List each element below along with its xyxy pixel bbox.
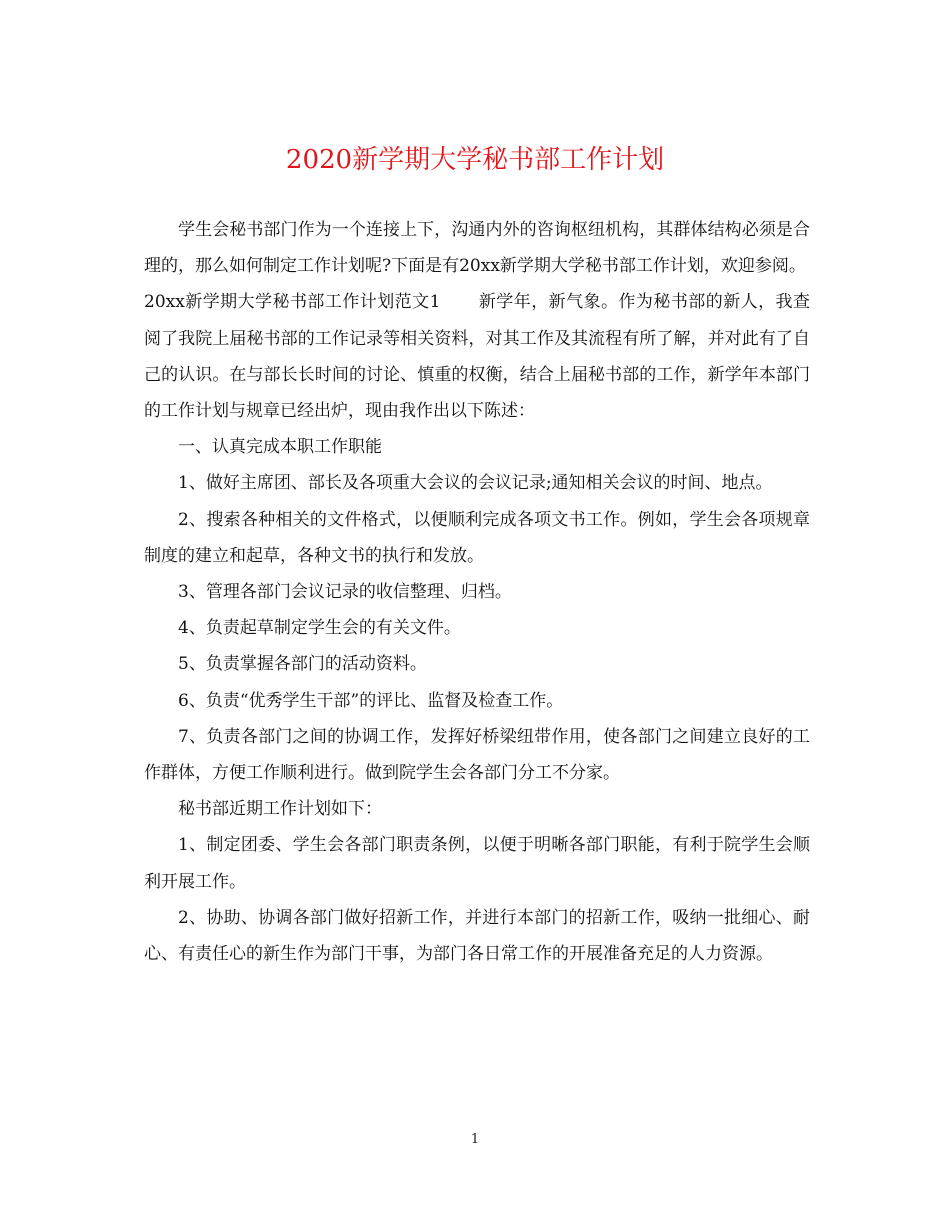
duty-item: 7、负责各部门之间的协调工作，发挥好桥梁纽带作用，使各部门之间建立良好的工作群体，方便工作顺利进行。做到院学生会各部门分工不分家。 (144, 726, 810, 784)
intro-paragraph: 学生会秘书部门作为一个连接上下，沟通内外的咨询枢纽机构，其群体结构必须是合理的，那么如何制定工作计划呢?下面是有20xx新学期大学秘书部工作计划，欢迎参阅。 (144, 220, 810, 277)
recent-plan-item: 2、协助、协调各部门做好招新工作，并进行本部门的招新工作，吸纳一批细心、耐心、有责任心的新生作为部门干事，为部门各日常工作的开展准备充足的人力资源。 (144, 907, 810, 965)
sample-intro-text: 新学年，新气象。作为秘书部的新人，我查阅了我院上届秘书部的工作记录等相关资料，对其工作及其流程有所了解，并对此有了自己的认识。在与部长长时间的讨论、慎重的权衡，结合上届秘书部的工作，新学年本部门的工作计划与规章已经出炉，现由我作出以下陈述： (144, 292, 810, 422)
sample-label: 20xx新学期大学秘书部工作计划范文1 (144, 292, 441, 313)
recent-plan-heading: 秘书部近期工作计划如下： (178, 799, 382, 820)
section-heading: 一、认真完成本职工作职能 (178, 437, 382, 458)
duty-item: 1、做好主席团、部长及各项重大会议的会议记录;通知相关会议的时间、地点。 (178, 473, 773, 494)
duty-item: 6、负责“优秀学生干部”的评比、监督及检查工作。 (178, 690, 564, 711)
sample-paragraph (144, 284, 810, 429)
duty-item: 3、管理各部门会议记录的收信整理、归档。 (178, 582, 512, 603)
duty-item: 4、负责起草制定学生会的有关文件。 (178, 618, 461, 639)
document-title: 2020新学期大学秘书部工作计划 (285, 145, 665, 175)
duty-item: 2、搜索各种相关的文件格式，以便顺利完成各项文书工作。例如，学生会各项规章制度的建立和起草，各种文书的执行和发放。 (144, 509, 810, 566)
document-body (144, 212, 810, 972)
page-number: 1 (470, 1132, 480, 1147)
duty-item: 5、负责掌握各部门的活动资料。 (178, 654, 427, 675)
recent-plan-item: 1、制定团委、学生会各部门职责条例，以便于明晰各部门职能，有利于院学生会顺利开展工作。 (144, 835, 810, 892)
